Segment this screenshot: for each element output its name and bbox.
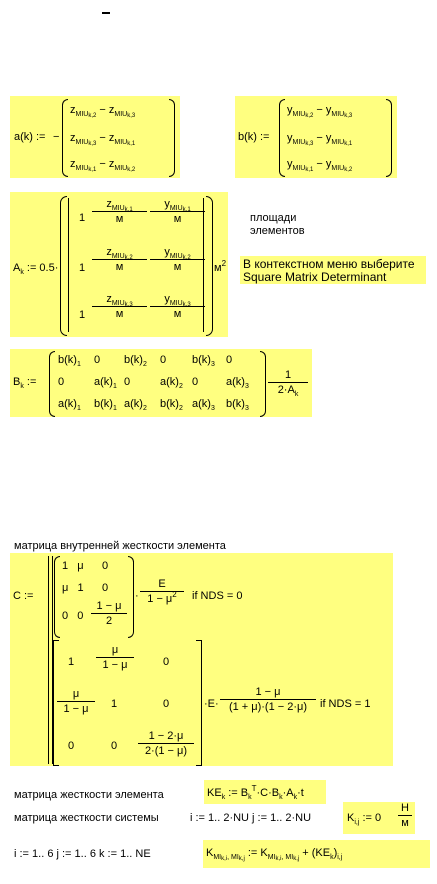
b-row-3: $y_{MIUk,1} - y_{MIUk,2}$ bbox=[287, 158, 353, 173]
assembly-formula: $K_{MIk,i, MIk,j}$ := $K_{MIk,i, MIk,j} + (KE_k)_{i,j}$ bbox=[206, 847, 343, 862]
hint-line-1: В контекстном меню выберите bbox=[243, 257, 415, 271]
area-cell-1-1: 1 bbox=[79, 212, 86, 224]
b-matrix-cell: 0 bbox=[124, 376, 131, 388]
c2-r2-c1: μ 1 − μ bbox=[57, 688, 95, 715]
area-note-1: площади bbox=[250, 212, 297, 224]
b-matrix-factor: 1 $2\cdot A_k$ bbox=[268, 369, 308, 396]
b-matrix-cell: $b(k)_3$ bbox=[226, 398, 249, 412]
a-row-3: $z_{MIUk,1} - z_{MIUk,2}$ bbox=[70, 158, 136, 173]
c-label: C := bbox=[13, 590, 34, 602]
b-matrix-cell: 0 bbox=[58, 376, 65, 388]
c2-factor: 1 − μ (1 + μ)·(1 − 2·μ) bbox=[220, 686, 316, 713]
b-matrix-cell: $b(k)_1$ bbox=[94, 398, 117, 412]
a-left-paren bbox=[62, 99, 68, 177]
b-matrix-cell: $a(k)_1$ bbox=[58, 398, 81, 412]
b-right-paren bbox=[386, 99, 392, 177]
ksys-caption: матрица жесткости системы bbox=[14, 812, 159, 824]
c-condition-2: if NDS = 1 bbox=[320, 698, 371, 710]
area-cell-1-2: $z_{MIUk,1}$ м bbox=[92, 198, 147, 225]
b-matrix-right-paren bbox=[260, 351, 266, 417]
ksys-ranges: i := 1.. 2·NU j := 1.. 2·NU bbox=[190, 812, 312, 824]
a-right-paren bbox=[169, 99, 175, 177]
c-condition-1: if NDS = 0 bbox=[192, 590, 243, 602]
b-matrix-cell: $a(k)_2$ bbox=[124, 398, 147, 412]
b-matrix-cell: $b(k)_2$ bbox=[124, 354, 147, 368]
c1-left-paren bbox=[54, 556, 60, 638]
c1-r1: 1 μ 0 bbox=[62, 560, 109, 572]
c2-r2-c3: 0 bbox=[163, 698, 170, 710]
a-label: a(k) := bbox=[14, 131, 46, 143]
c1-right-paren bbox=[128, 556, 134, 638]
c2-r2-c2: 1 bbox=[111, 698, 118, 710]
b-matrix-cell: 0 bbox=[94, 354, 101, 366]
c2-r3-c3: 1 − 2·μ 2·(1 − μ) bbox=[138, 730, 194, 757]
area-det-left-paren bbox=[60, 196, 67, 336]
b-matrix-cell: $a(k)_2$ bbox=[160, 376, 183, 390]
ke-formula: $KE_k$ := $B_k^T\cdot C\cdot B_k\cdot A_k\cdot t$ bbox=[207, 784, 304, 801]
b-matrix-label: $B_k$ := bbox=[13, 376, 37, 390]
area-note-2: элементов bbox=[250, 225, 305, 237]
c1-factor: E $1 - \mu^2$ bbox=[140, 578, 184, 605]
b-matrix-left-paren bbox=[49, 351, 55, 417]
ke-caption: матрица жесткости элемента bbox=[14, 789, 164, 801]
loop-ranges: i := 1.. 6 j := 1.. 6 k := 1.. NE bbox=[14, 848, 151, 860]
b-matrix-cell: 0 bbox=[192, 376, 199, 388]
c1-r3-a: 0 0 bbox=[62, 610, 84, 622]
c2-r1-c2: μ 1 − μ bbox=[96, 644, 134, 671]
b-matrix-cell: $b(k)_2$ bbox=[160, 398, 183, 412]
a-row-1: $z_{MIUk,2} - z_{MIUk,3}$ bbox=[70, 104, 136, 119]
area-cell-2-1: 1 bbox=[79, 262, 86, 274]
b-matrix-cell: $b(k)_3$ bbox=[192, 354, 215, 368]
area-det-right-bar bbox=[203, 198, 204, 332]
insertion-cursor bbox=[102, 12, 110, 14]
ksys-formula: $K_{i,j}$ := 0 bbox=[347, 812, 382, 826]
area-cell-2-2: $z_{MIUk,2}$ м bbox=[92, 246, 147, 273]
area-cell-2-3: $y_{MIUk,2}$ м bbox=[150, 246, 205, 273]
minus-sign: − bbox=[53, 131, 60, 143]
c1-r3-frac: 1 − μ 2 bbox=[91, 600, 127, 627]
c2-r3-c2: 0 bbox=[111, 740, 118, 752]
area-det-left-bar bbox=[68, 198, 69, 332]
a-row-2: $z_{MIUk,3} - z_{MIUk,1}$ bbox=[70, 132, 136, 147]
c2-r1-c3: 0 bbox=[163, 656, 170, 668]
b-matrix-cell: 0 bbox=[226, 354, 233, 366]
c2-right-bracket bbox=[196, 640, 202, 766]
b-matrix-cell: $a(k)_3$ bbox=[192, 398, 215, 412]
ksys-unit: Н м bbox=[398, 802, 412, 829]
c-caption: матрица внутренней жесткости элемента bbox=[14, 540, 226, 552]
b-label: b(k) := bbox=[238, 131, 270, 143]
c2-E: ·E· bbox=[204, 698, 219, 710]
area-label: $A_k$ := 0.5· bbox=[13, 262, 59, 276]
area-cell-3-3: $y_{MIUk,3}$ м bbox=[150, 293, 205, 320]
b-matrix-cell: $a(k)_1$ bbox=[94, 376, 117, 390]
b-left-paren bbox=[279, 99, 285, 177]
area-cell-3-2: $z_{MIUk,3}$ м bbox=[92, 293, 147, 320]
b-row-1: $y_{MIUk,2} - y_{MIUk,3}$ bbox=[287, 104, 353, 119]
b-matrix-cell: $b(k)_1$ bbox=[58, 354, 81, 368]
b-matrix-cell: $a(k)_3$ bbox=[226, 376, 249, 390]
b-row-2: $y_{MIUk,3} - y_{MIUk,1}$ bbox=[287, 132, 353, 147]
b-matrix-cell: 0 bbox=[160, 354, 167, 366]
c2-r3-c1: 0 bbox=[68, 740, 75, 752]
hint-line-2: Square Matrix Determinant bbox=[243, 270, 387, 284]
area-det-right-paren bbox=[206, 196, 213, 336]
c1-r2: μ 1 0 bbox=[62, 582, 109, 594]
area-cell-3-1: 1 bbox=[79, 309, 86, 321]
c2-r1-c1: 1 bbox=[68, 656, 75, 668]
area-unit: $м^2$ bbox=[214, 259, 227, 274]
c1-dot: · bbox=[135, 590, 139, 602]
area-cell-1-3: $y_{MIUk,1}$ м bbox=[150, 198, 205, 225]
